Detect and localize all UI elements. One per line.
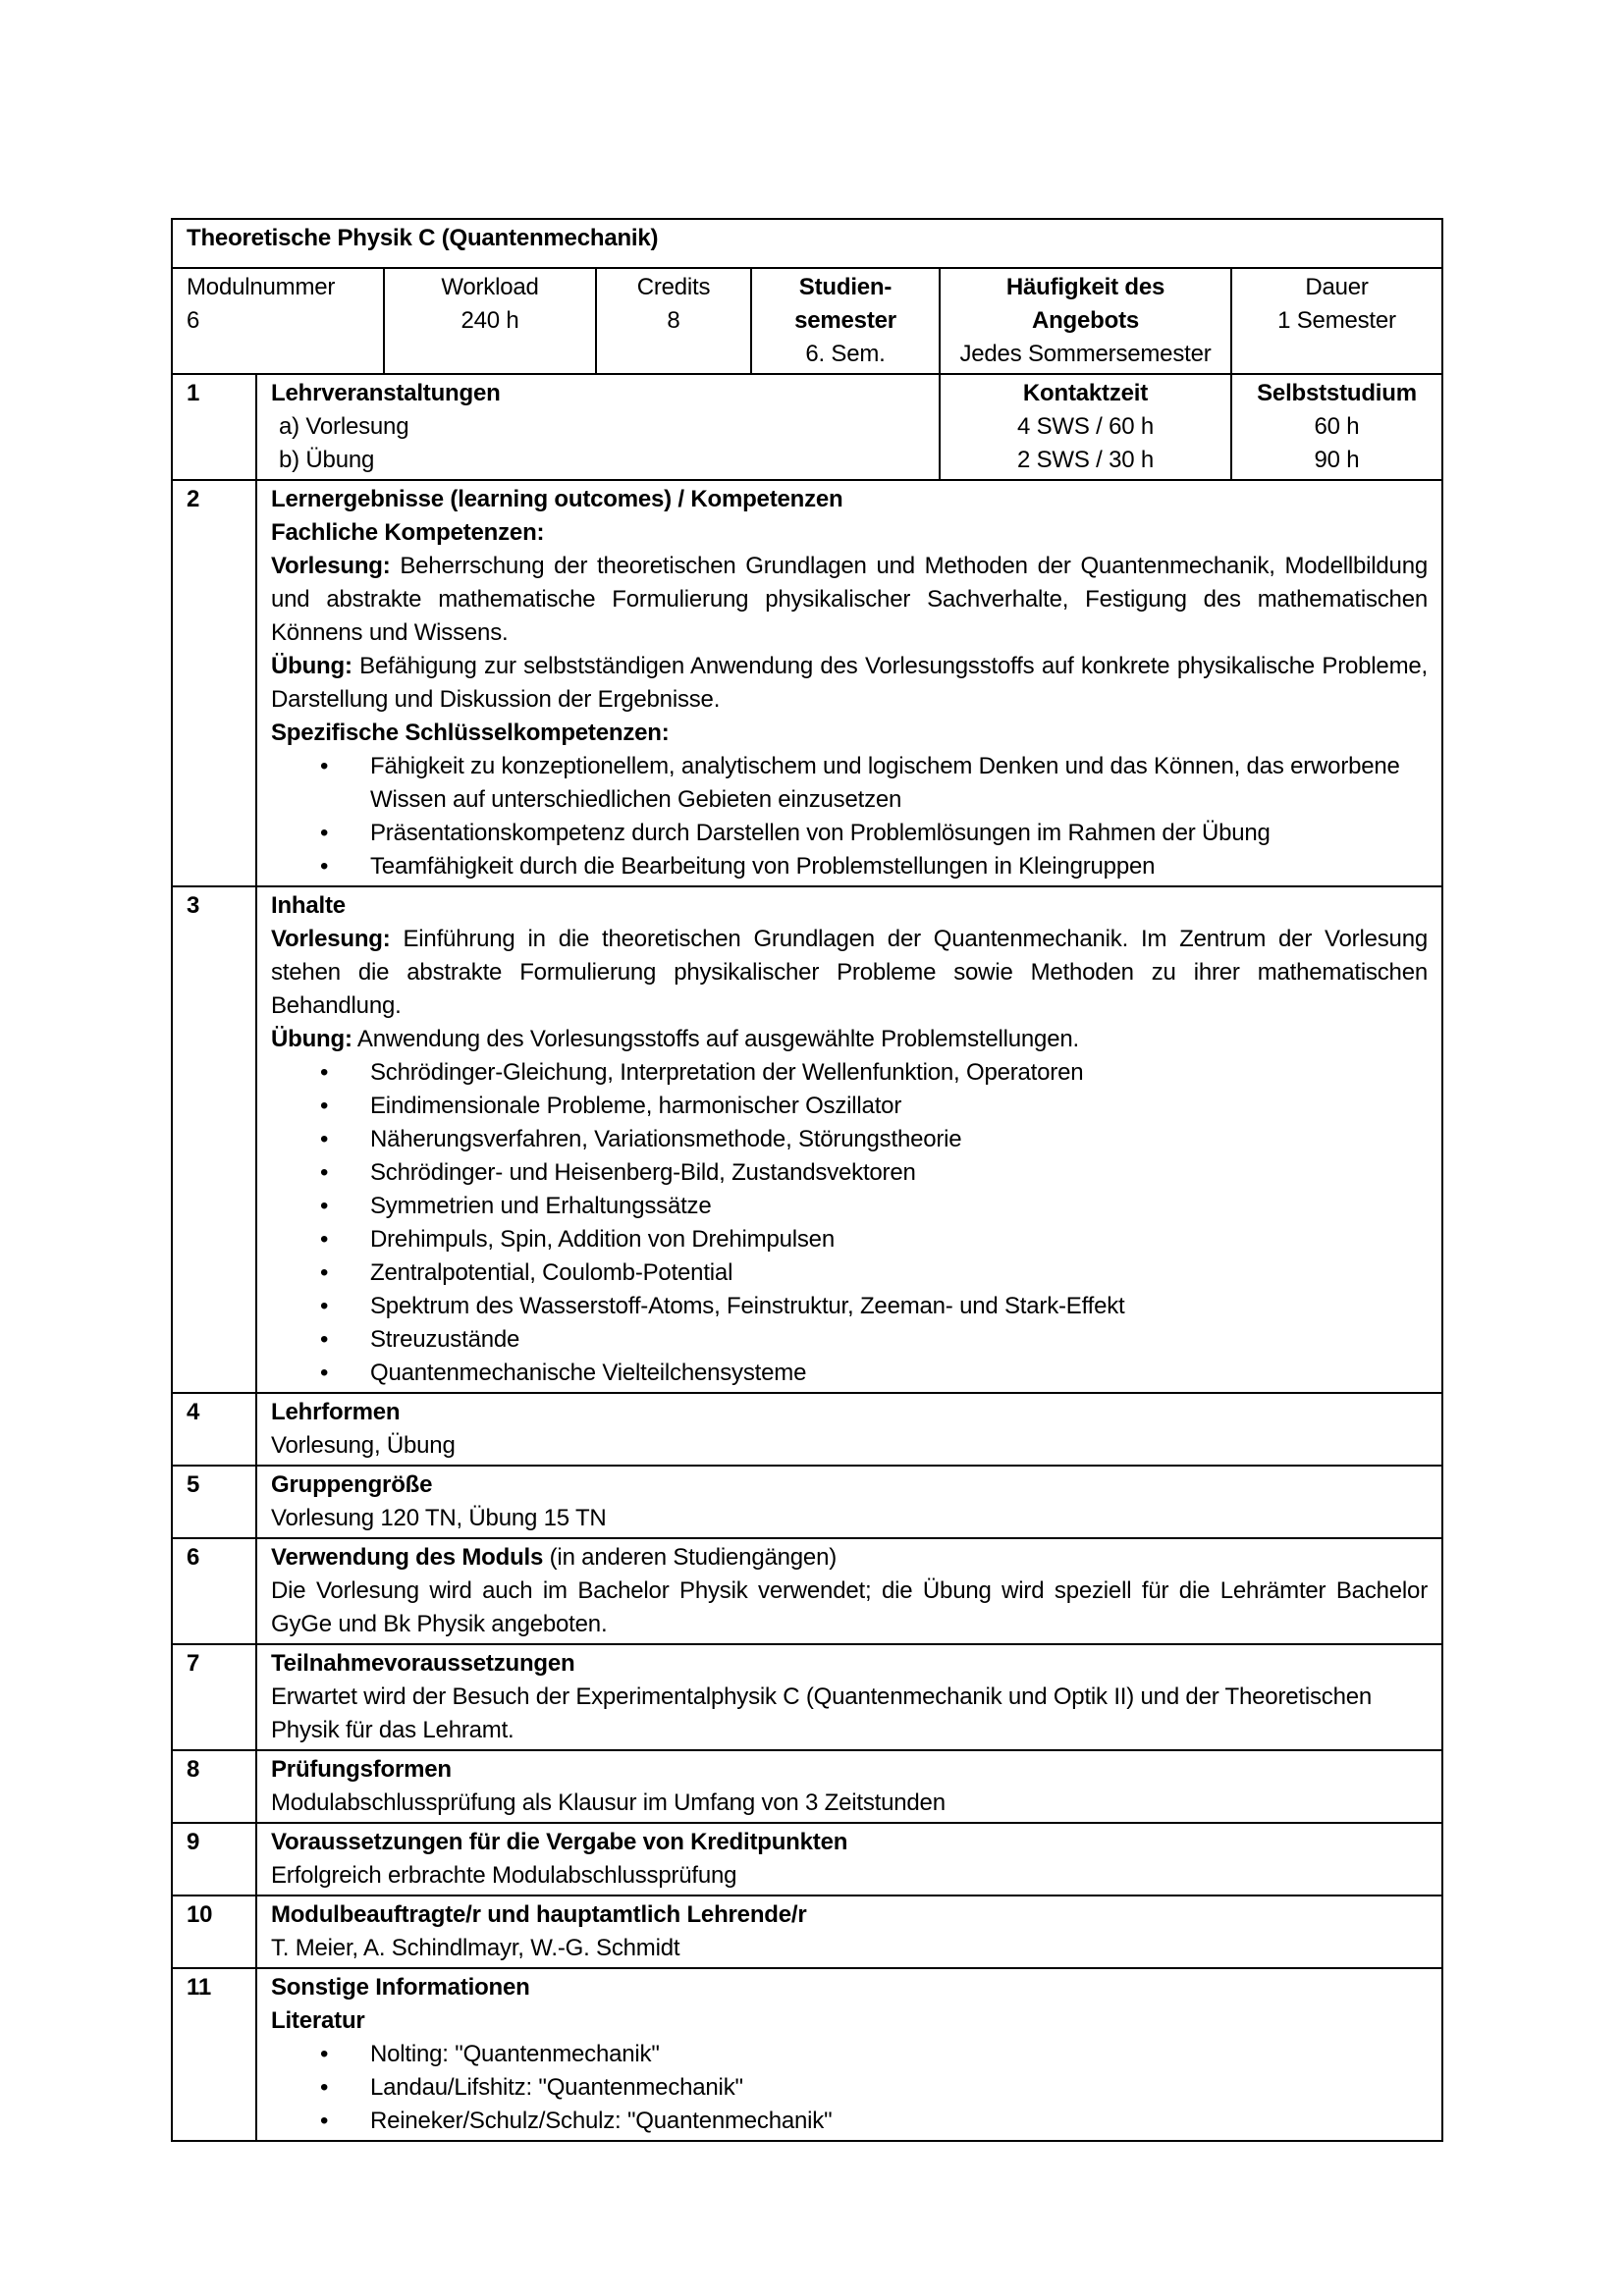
workload-cell: [384, 268, 596, 374]
dauer-value: 1 Semester: [1277, 307, 1396, 334]
selbststudium-a: 60 h: [1314, 413, 1360, 440]
haeufigkeit-value: Jedes Sommersemester: [959, 341, 1212, 367]
section-number: 7: [172, 1644, 256, 1750]
list-item-text: Spektrum des Wasserstoff-Atoms, Feinstruktur, Zeeman- und Stark-Effekt: [370, 1293, 1125, 1319]
bullet-icon: •: [320, 1259, 329, 1286]
module-title: Theoretische Physik C (Quantenmechanik): [172, 219, 1442, 268]
section-title: Verwendung des Moduls: [271, 1544, 544, 1571]
list-item-text: Schrödinger- und Heisenberg-Bild, Zustandsvektoren: [370, 1159, 916, 1186]
bullet-icon: •: [320, 1226, 329, 1253]
bullet-icon: •: [320, 1326, 329, 1353]
module-table: [171, 218, 1443, 2142]
bullet-icon: •: [320, 753, 329, 779]
lehrveranstaltungen-cell: [256, 374, 940, 480]
uebung-paragraph: [271, 650, 1428, 717]
haeufigkeit-label-1: Häufigkeit des: [1005, 274, 1165, 300]
section-title-suffix: (in anderen Studiengängen): [543, 1544, 838, 1571]
list-item-text: Drehimpuls, Spin, Addition von Drehimpulsen: [370, 1226, 835, 1253]
studiensemester-label-1: Studien-: [798, 274, 893, 300]
list-item: [271, 1056, 1428, 1090]
list-item: [271, 817, 1428, 850]
header-row: [172, 268, 1442, 374]
section-2-row: [172, 480, 1442, 886]
kontaktzeit-label: Kontaktzeit: [1022, 380, 1149, 406]
vorlesung-paragraph: [271, 550, 1428, 650]
section-5-row: [172, 1466, 1442, 1538]
section-number: 4: [172, 1393, 256, 1466]
section-text: Erwartet wird der Besuch der Experimentalphysik C (Quantenmechanik und Optik II) und der Theoretischen Physik für das Lehramt.: [271, 1683, 1373, 1743]
selbststudium-label: Selbststudium: [1257, 380, 1417, 406]
haeufigkeit-label-2: Angebots: [1031, 307, 1140, 334]
section-number: 1: [172, 374, 256, 480]
section-title: Teilnahmevoraussetzungen: [271, 1650, 575, 1677]
uebung-text: Befähigung zur selbstständigen Anwendung des Vorlesungsstoffs auf konkrete physikalische Probleme, Darstellung und Diskussion der Ergebnisse.: [271, 653, 1428, 713]
literatur-title: Literatur: [271, 2007, 365, 2034]
kontaktzeit-a: 4 SWS / 60 h: [1017, 413, 1154, 440]
pruefungsformen-cell: [256, 1750, 1442, 1823]
section-title: Sonstige Informationen: [271, 1974, 530, 2001]
schluesselkompetenzen-title: Spezifische Schlüsselkompetenzen:: [271, 720, 670, 746]
section-3-row: [172, 886, 1442, 1393]
bullet-icon: •: [320, 1360, 329, 1386]
list-item: [271, 1357, 1428, 1390]
schluesselkompetenzen-list: [271, 750, 1428, 883]
section-number: 9: [172, 1823, 256, 1896]
fachliche-kompetenzen-title: Fachliche Kompetenzen:: [271, 519, 545, 546]
section-title: Lernergebnisse (learning outcomes) / Kompetenzen: [271, 486, 843, 512]
section-number: 6: [172, 1538, 256, 1644]
uebung-label: Übung:: [271, 1026, 352, 1052]
kontaktzeit-cell: [940, 374, 1231, 480]
section-number: 5: [172, 1466, 256, 1538]
section-number: 3: [172, 886, 256, 1393]
bullet-icon: •: [320, 1159, 329, 1186]
kompetenzen-cell: [256, 480, 1442, 886]
section-7-row: [172, 1644, 1442, 1750]
vorlesung-paragraph: [271, 923, 1428, 1023]
list-item: [271, 750, 1428, 817]
section-title: Inhalte: [271, 892, 346, 919]
bullet-icon: •: [320, 1193, 329, 1219]
modulnummer-cell: [172, 268, 384, 374]
list-item-text: Nolting: "Quantenmechanik": [370, 2041, 660, 2067]
list-item: [271, 2105, 1428, 2138]
studiensemester-label-2: semester: [794, 307, 896, 334]
lehrveranstaltung-b: b) Übung: [279, 447, 375, 473]
uebung-label: Übung:: [271, 653, 352, 679]
list-item-text: Reineker/Schulz/Schulz: "Quantenmechanik": [370, 2108, 833, 2134]
bullet-icon: •: [320, 853, 329, 880]
list-item: [271, 850, 1428, 883]
section-text: Modulabschlussprüfung als Klausur im Umfang von 3 Zeitstunden: [271, 1789, 946, 1816]
section-9-row: [172, 1823, 1442, 1896]
list-item: [271, 1223, 1428, 1256]
list-item-text: Eindimensionale Probleme, harmonischer Oszillator: [370, 1093, 902, 1119]
vorlesung-label: Vorlesung:: [271, 553, 391, 579]
list-item: [271, 2038, 1428, 2071]
section-4-row: [172, 1393, 1442, 1466]
workload-value: 240 h: [460, 307, 519, 334]
sonstige-informationen-cell: [256, 1968, 1442, 2141]
section-number: 11: [172, 1968, 256, 2141]
section-text: Die Vorlesung wird auch im Bachelor Physik verwendet; die Übung wird speziell für die Lehrämter Bachelor GyGe und Bk Physik angeboten.: [271, 1577, 1428, 1637]
module-description-document: [171, 218, 1441, 2142]
dauer-cell: [1231, 268, 1442, 374]
bullet-icon: •: [320, 2108, 329, 2134]
list-item-text: Symmetrien und Erhaltungssätze: [370, 1193, 712, 1219]
kreditpunkte-cell: [256, 1823, 1442, 1896]
section-title: Lehrveranstaltungen: [271, 380, 501, 406]
section-title-line: [271, 1541, 1428, 1575]
section-number: 8: [172, 1750, 256, 1823]
literatur-list: [271, 2038, 1428, 2138]
list-item-text: Näherungsverfahren, Variationsmethode, Störungstheorie: [370, 1126, 962, 1152]
list-item: [271, 2071, 1428, 2105]
verwendung-cell: [256, 1538, 1442, 1644]
list-item-text: Teamfähigkeit durch die Bearbeitung von Problemstellungen in Kleingruppen: [370, 853, 1156, 880]
list-item: [271, 1323, 1428, 1357]
credits-label: Credits: [636, 274, 711, 300]
selbststudium-b: 90 h: [1314, 447, 1360, 473]
bullet-icon: •: [320, 1126, 329, 1152]
uebung-paragraph: [271, 1023, 1428, 1056]
title-row: [172, 219, 1442, 268]
credits-value: 8: [667, 307, 680, 334]
section-number: 2: [172, 480, 256, 886]
inhalte-list: [271, 1056, 1428, 1390]
bullet-icon: •: [320, 1293, 329, 1319]
vorlesung-label: Vorlesung:: [271, 926, 391, 952]
modulnummer-value: 6: [187, 307, 200, 334]
section-11-row: [172, 1968, 1442, 2141]
teilnahme-cell: [256, 1644, 1442, 1750]
section-10-row: [172, 1896, 1442, 1968]
section-title: Lehrformen: [271, 1399, 401, 1425]
haeufigkeit-cell: [940, 268, 1231, 374]
list-item-text: Landau/Lifshitz: "Quantenmechanik": [370, 2074, 743, 2101]
list-item-text: Quantenmechanische Vielteilchensysteme: [370, 1360, 807, 1386]
vorlesung-text: Einführung in die theoretischen Grundlagen der Quantenmechanik. Im Zentrum der Vorlesung stehen die abstrakte Formulierung physikalischer Probleme sowie Methoden zu ihrer mathematischen Behandlung.: [271, 926, 1428, 1019]
section-title: Prüfungsformen: [271, 1756, 452, 1783]
list-item: [271, 1256, 1428, 1290]
credits-cell: [596, 268, 751, 374]
section-title: Modulbeauftragte/r und hauptamtlich Lehrende/r: [271, 1901, 807, 1928]
modulbeauftragte-cell: [256, 1896, 1442, 1968]
list-item: [271, 1190, 1428, 1223]
section-1-row: [172, 374, 1442, 480]
uebung-text: Anwendung des Vorlesungsstoffs auf ausgewählte Problemstellungen.: [352, 1026, 1079, 1052]
studiensemester-value: 6. Sem.: [805, 341, 886, 367]
list-item-text: Zentralpotential, Coulomb-Potential: [370, 1259, 733, 1286]
list-item-text: Schrödinger-Gleichung, Interpretation der Wellenfunktion, Operatoren: [370, 1059, 1084, 1086]
lehrveranstaltung-a: a) Vorlesung: [279, 413, 409, 440]
list-item: [271, 1290, 1428, 1323]
dauer-label: Dauer: [1305, 274, 1369, 300]
section-title: Voraussetzungen für die Vergabe von Kreditpunkten: [271, 1829, 848, 1855]
section-text: Erfolgreich erbrachte Modulabschlussprüfung: [271, 1862, 737, 1889]
vorlesung-text: Beherrschung der theoretischen Grundlagen und Methoden der Quantenmechanik, Modellbildung und abstrakte mathematische Formulierung physikalischer Sachverhalte, Festigung des mathematischen Könnens und Wissens.: [271, 553, 1428, 646]
bullet-icon: •: [320, 1093, 329, 1119]
kontaktzeit-b: 2 SWS / 30 h: [1017, 447, 1154, 473]
section-8-row: [172, 1750, 1442, 1823]
section-title: Gruppengröße: [271, 1471, 433, 1498]
list-item-text: Streuzustände: [370, 1326, 520, 1353]
inhalte-cell: [256, 886, 1442, 1393]
bullet-icon: •: [320, 2074, 329, 2101]
section-number: 10: [172, 1896, 256, 1968]
workload-label: Workload: [441, 274, 539, 300]
section-text: Vorlesung 120 TN, Übung 15 TN: [271, 1505, 607, 1531]
modulnummer-label: Modulnummer: [187, 274, 336, 300]
section-6-row: [172, 1538, 1442, 1644]
section-text: T. Meier, A. Schindlmayr, W.-G. Schmidt: [271, 1935, 680, 1961]
bullet-icon: •: [320, 820, 329, 846]
gruppengroesse-cell: [256, 1466, 1442, 1538]
list-item-text: Präsentationskompetenz durch Darstellen von Problemlösungen im Rahmen der Übung: [370, 820, 1271, 846]
list-item: [271, 1156, 1428, 1190]
lehrformen-cell: [256, 1393, 1442, 1466]
studiensemester-cell: [751, 268, 940, 374]
section-text: Vorlesung, Übung: [271, 1432, 456, 1459]
bullet-icon: •: [320, 1059, 329, 1086]
selbststudium-cell: [1231, 374, 1442, 480]
list-item: [271, 1123, 1428, 1156]
list-item: [271, 1090, 1428, 1123]
list-item-text: Fähigkeit zu konzeptionellem, analytischem und logischem Denken und das Können, das erworbene Wissen auf unterschiedlichen Gebieten einzusetzen: [370, 753, 1400, 813]
bullet-icon: •: [320, 2041, 329, 2067]
